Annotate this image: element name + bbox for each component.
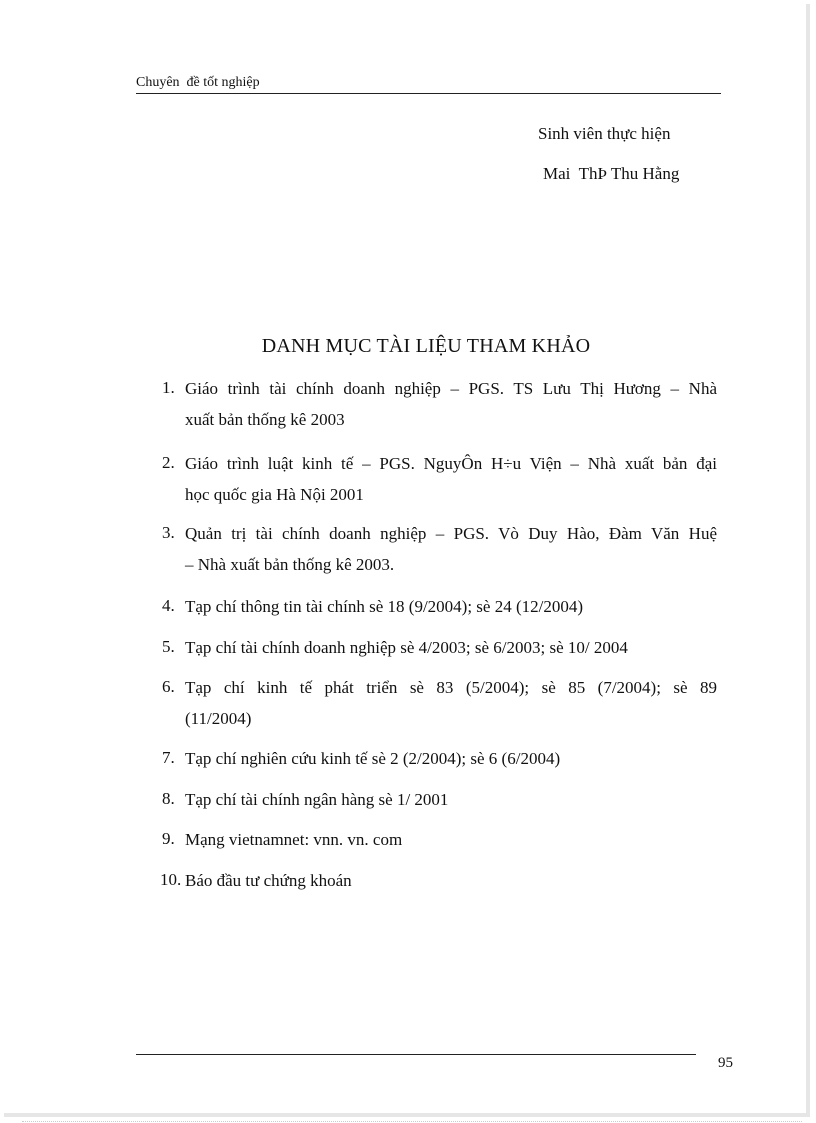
reference-text [185, 632, 717, 663]
reference-number: 8. [162, 789, 175, 808]
reference-line: – Nhà xuất bản thống kê 2003. [185, 555, 395, 574]
signature-name: Mai ThÞ Thu Hằng [543, 164, 680, 183]
page-number: 95 [718, 1055, 733, 1071]
reference-text [185, 591, 717, 622]
reference-line: Quản trị tài chính doanh nghiệp – PGS. Vò Duy Hào, Đàm Văn Huệ [185, 524, 717, 543]
reference-number: 2. [162, 453, 175, 472]
reference-number: 4. [162, 596, 175, 615]
reference-line: Tạp chí kinh tế phát triển sè 83 (5/2004); sè 85 (7/2004); sè 89 [185, 678, 717, 697]
reference-text [185, 743, 717, 774]
reference-line: (11/2004) [185, 709, 252, 728]
reference-text [185, 672, 717, 734]
reference-number: 9. [162, 829, 175, 848]
reference-line: học quốc gia Hà Nội 2001 [185, 485, 364, 504]
reference-text [185, 448, 717, 510]
reference-line: Tạp chí tài chính doanh nghiệp sè 4/2003; sè 6/2003; sè 10/ 2004 [185, 638, 628, 657]
reference-number: 6. [162, 677, 175, 696]
reference-line: Tạp chí tài chính ngân hàng sè 1/ 2001 [185, 790, 449, 809]
reference-text [185, 373, 717, 435]
reference-line: Báo đầu tư chứng khoán [185, 871, 352, 890]
reference-text [185, 824, 717, 855]
reference-line: Tạp chí nghiên cứu kinh tế sè 2 (2/2004); sè 6 (6/2004) [185, 749, 561, 768]
reference-text [185, 518, 717, 580]
reference-line: Mạng vietnamnet: vnn. vn. com [185, 830, 403, 849]
reference-text [185, 865, 717, 896]
reference-line: Giáo trình luật kinh tế – PGS. NguyÔn H÷u Viện – Nhà xuất bản đại [185, 454, 717, 473]
reference-line: Tạp chí thông tin tài chính sè 18 (9/2004); sè 24 (12/2004) [185, 597, 584, 616]
reference-line: xuất bản thống kê 2003 [185, 410, 345, 429]
reference-line: Giáo trình tài chính doanh nghiệp – PGS. TS Lưu Thị Hương – Nhà [185, 379, 717, 398]
reference-number: 7. [162, 748, 175, 767]
reference-number: 10. [160, 870, 182, 889]
references-title: DANH MỤC TÀI LIỆU THAM KHẢO [261, 335, 591, 357]
page-bottom-edge [22, 1121, 802, 1122]
reference-number: 5. [162, 637, 175, 656]
header-title: Chuyên đề tốt nghiệp [136, 75, 260, 90]
reference-number: 3. [162, 523, 175, 542]
signature-role: Sinh viên thực hiện [538, 124, 671, 143]
footer-rule [136, 1054, 696, 1055]
reference-number: 1. [162, 378, 175, 397]
reference-text [185, 784, 717, 815]
